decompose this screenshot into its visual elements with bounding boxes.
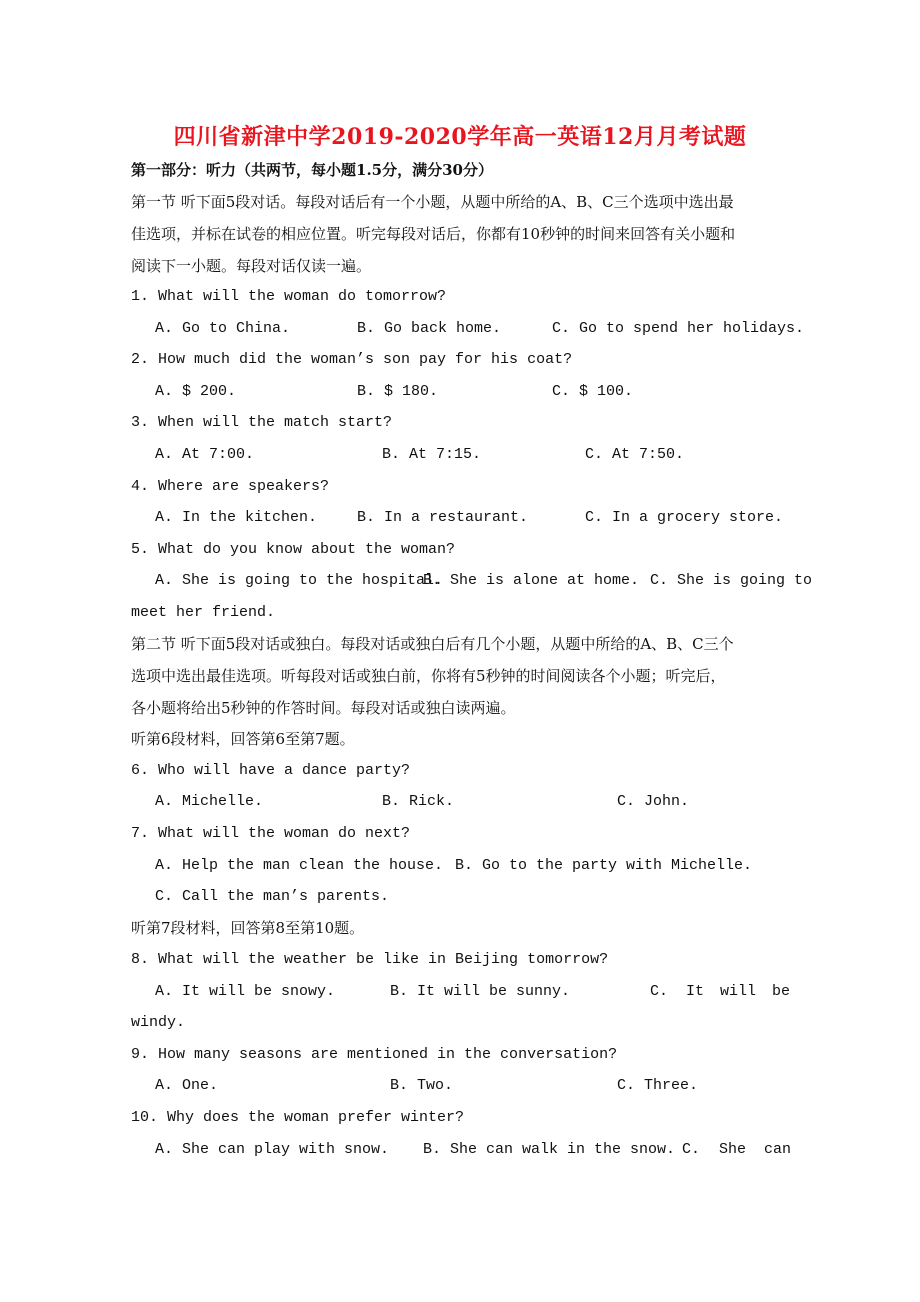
question-3: 3. When will the match start? — [131, 414, 393, 431]
q3-option-c: C. At 7:50. — [585, 446, 685, 463]
q10-option-c-word: She — [719, 1141, 747, 1158]
q2-option-c: C. $ 100. — [552, 383, 634, 400]
q8-option-c-letter: C. — [650, 983, 669, 1000]
q8-option-c-word: It — [686, 983, 705, 1000]
q5-option-c: C. She is going to — [650, 572, 813, 589]
q10-option-b: B. She can walk in the snow. — [423, 1141, 676, 1158]
q4-option-a: A. In the kitchen. — [155, 509, 318, 526]
q8-option-c-word: will — [720, 983, 757, 1000]
question-9: 9. How many seasons are mentioned in the conversation? — [131, 1046, 618, 1063]
section2-instructions-line: 第二节 听下面5段对话或独白。每段对话或独白后有几个小题，从题中所给的A、B、C三个 — [131, 635, 734, 653]
question-2: 2. How much did the woman’s son pay for his coat? — [131, 351, 573, 368]
question-6: 6. Who will have a dance party? — [131, 762, 411, 779]
material-7-heading: 听第7段材料，回答第8至第10题。 — [131, 919, 365, 937]
q9-option-a: A. One. — [155, 1077, 219, 1094]
q1-option-a: A. Go to China. — [155, 320, 291, 337]
q7-option-a: A. Help the man clean the house. — [155, 857, 444, 874]
q8-option-c-word: be — [772, 983, 791, 1000]
page-title: 四川省新津中学2019-2020学年高一英语12月月考试题 — [173, 124, 747, 150]
q2-option-b: B. $ 180. — [357, 383, 439, 400]
part1-heading: 第一部分：听力（共两节，每小题1.5分，满分30分） — [131, 161, 493, 179]
q4-option-c: C. In a grocery store. — [585, 509, 784, 526]
q8-option-a: A. It will be snowy. — [155, 983, 336, 1000]
q1-option-b: B. Go back home. — [357, 320, 502, 337]
question-1: 1. What will the woman do tomorrow? — [131, 288, 447, 305]
q2-option-a: A. $ 200. — [155, 383, 237, 400]
q7-option-b: B. Go to the party with Michelle. — [455, 857, 753, 874]
question-7: 7. What will the woman do next? — [131, 825, 411, 842]
q6-option-b: B. Rick. — [382, 793, 455, 810]
question-8: 8. What will the weather be like in Beijing tomorrow? — [131, 951, 609, 968]
q8-option-c-continued: windy. — [131, 1014, 186, 1031]
q7-option-c: C. Call the man’s parents. — [155, 888, 390, 905]
section2-instructions-line: 选项中选出最佳选项。听每段对话或独白前，你将有5秒钟的时间阅读各个小题；听完后， — [131, 667, 726, 685]
question-10: 10. Why does the woman prefer winter? — [131, 1109, 465, 1126]
question-5: 5. What do you know about the woman? — [131, 541, 456, 558]
q8-option-b: B. It will be sunny. — [390, 983, 571, 1000]
q5-option-c-continued: meet her friend. — [131, 604, 276, 621]
section1-instructions-line: 第一节 听下面5段对话。每段对话后有一个小题，从题中所给的A、B、C三个选项中选出最 — [131, 193, 734, 211]
q10-option-a: A. She can play with snow. — [155, 1141, 390, 1158]
q6-option-c: C. John. — [617, 793, 690, 810]
q9-option-b: B. Two. — [390, 1077, 454, 1094]
q6-option-a: A. Michelle. — [155, 793, 264, 810]
question-4: 4. Where are speakers? — [131, 478, 330, 495]
q10-option-c-letter: C. — [682, 1141, 701, 1158]
q5-option-a: A. She is going to the hospital. — [155, 572, 444, 589]
section1-instructions-line: 阅读下一小题。每段对话仅读一遍。 — [131, 257, 372, 275]
q9-option-c: C. Three. — [617, 1077, 699, 1094]
section2-instructions-line: 各小题将给出5秒钟的作答时间。每段对话或独白读两遍。 — [131, 699, 516, 717]
material-6-heading: 听第6段材料，回答第6至第7题。 — [131, 730, 355, 748]
q1-option-c: C. Go to spend her holidays. — [552, 320, 805, 337]
q4-option-b: B. In a restaurant. — [357, 509, 529, 526]
q10-option-c-word: can — [764, 1141, 792, 1158]
section1-instructions-line: 佳选项，并标在试卷的相应位置。听完每段对话后，你都有10秒钟的时间来回答有关小题和 — [131, 225, 736, 243]
q5-option-b: B. She is alone at home. — [423, 572, 640, 589]
q3-option-a: A. At 7:00. — [155, 446, 255, 463]
q3-option-b: B. At 7:15. — [382, 446, 482, 463]
